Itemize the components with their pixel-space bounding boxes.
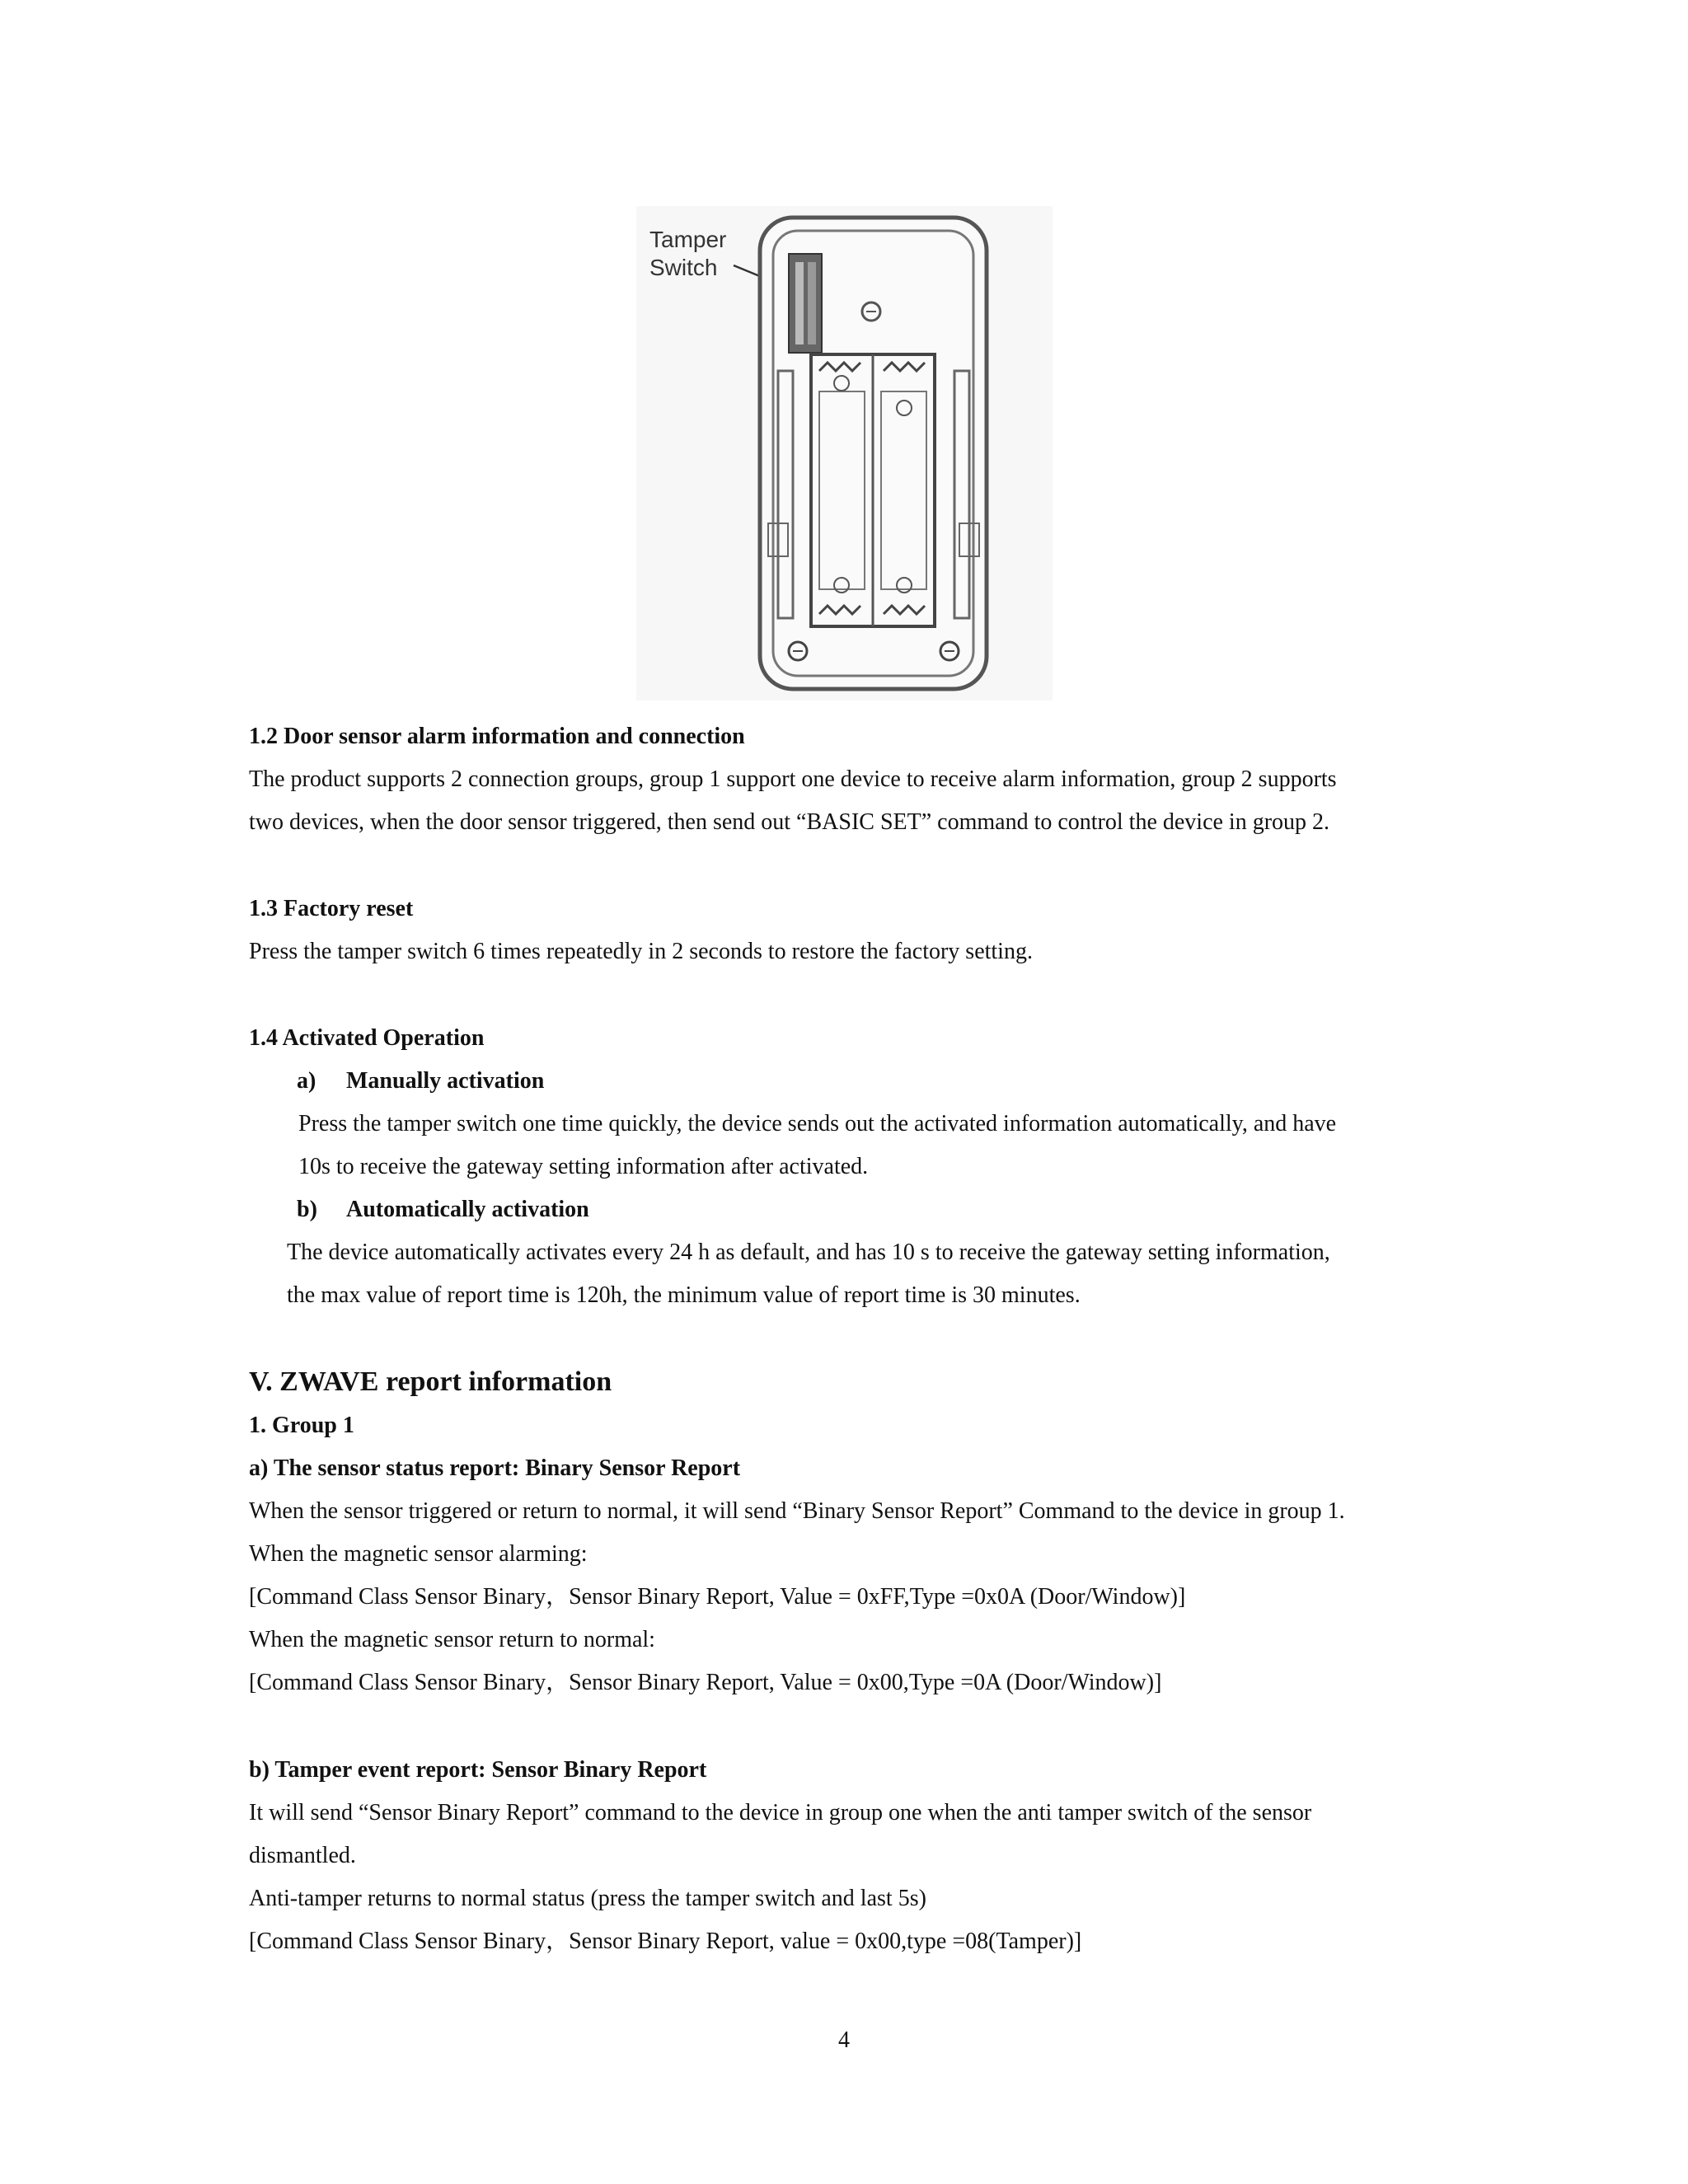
sub-b-heading: b) Tamper event report: Sensor Binary Report	[249, 1757, 707, 1783]
item-b-line1: The device automatically activates every 24 h as default, and has 10 s to receive the gateway setting information,	[287, 1240, 1330, 1265]
page-number: 4	[838, 2027, 850, 2053]
section-1-3-heading: 1.3 Factory reset	[249, 896, 414, 921]
section-v-sub-b	[249, 1754, 1444, 1963]
group1-heading: 1. Group 1	[249, 1413, 354, 1438]
device-diagram-figure	[636, 206, 1053, 701]
item-a-line2: 10s to receive the gateway setting information after activated.	[298, 1154, 869, 1179]
section-1-4-heading: 1.4 Activated Operation	[249, 1025, 485, 1051]
sub-a-line2: When the magnetic sensor alarming:	[249, 1541, 588, 1567]
item-a-title: Manually activation	[346, 1068, 545, 1094]
sub-a-line4: When the magnetic sensor return to normal:	[249, 1627, 655, 1652]
item-b-marker: b)	[297, 1197, 317, 1222]
section-v-heading: V. ZWAVE report information	[249, 1366, 612, 1397]
sub-a-line1: When the sensor triggered or return to normal, it will send “Binary Sensor Report” Command to the device in group 1.	[249, 1498, 1345, 1524]
tamper-switch-part	[789, 254, 822, 353]
item-a-marker: a)	[297, 1068, 316, 1094]
section-1-4	[249, 1022, 1444, 1317]
item-a-heading	[297, 1060, 1444, 1103]
item-b-title: Automatically activation	[346, 1197, 589, 1222]
section-1-3	[249, 893, 1444, 973]
item-a-line1: Press the tamper switch one time quickly, the device sends out the activated information automatically, and have	[298, 1111, 1337, 1137]
sub-a-line3: [Command Class Sensor Binary，Sensor Binary Report, Value = 0xFF,Type =0x0A (Door/Window)]	[249, 1584, 1186, 1610]
section-1-3-line1: Press the tamper switch 6 times repeatedly in 2 seconds to restore the factory setting.	[249, 939, 1033, 964]
item-b-line2: the max value of report time is 120h, the minimum value of report time is 30 minutes.	[287, 1282, 1081, 1308]
device-diagram-svg	[636, 206, 1053, 701]
section-v	[249, 1363, 1444, 1704]
sub-b-line1: It will send “Sensor Binary Report” command to the device in group one when the anti tamper switch of the sensor	[249, 1800, 1312, 1825]
section-1-2-line2: two devices, when the door sensor triggered, then send out “BASIC SET” command to control the device in group 2.	[249, 809, 1330, 835]
section-1-2	[249, 720, 1444, 844]
sub-b-line3: Anti-tamper returns to normal status (press the tamper switch and last 5s)	[249, 1886, 926, 1911]
sub-a-line5: [Command Class Sensor Binary，Sensor Binary Report, Value = 0x00,Type =0A (Door/Window)]	[249, 1670, 1162, 1695]
item-b-heading	[297, 1188, 1444, 1231]
section-1-2-line1: The product supports 2 connection groups, group 1 support one device to receive alarm information, group 2 supports	[249, 766, 1337, 792]
callout-label-switch: Switch	[649, 255, 718, 280]
section-1-2-heading: 1.2 Door sensor alarm information and connection	[249, 724, 745, 749]
sub-a-heading: a) The sensor status report: Binary Sensor Report	[249, 1455, 741, 1481]
sub-b-line4: [Command Class Sensor Binary，Sensor Binary Report, value = 0x00,type =08(Tamper)]	[249, 1929, 1082, 1954]
callout-label-tamper: Tamper	[649, 227, 727, 252]
sub-b-line2: dismantled.	[249, 1843, 356, 1868]
